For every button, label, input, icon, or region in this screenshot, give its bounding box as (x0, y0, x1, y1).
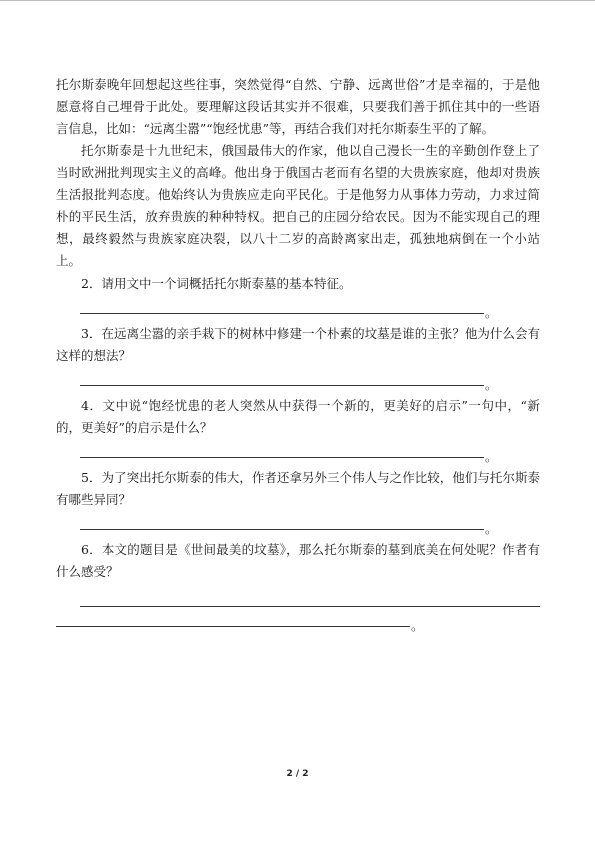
answer-end-mark: 。 (485, 449, 498, 464)
question-2: 2．请用文中一个词概括托尔斯泰墓的基本特征。 (81, 276, 352, 291)
answer-end-mark: 。 (411, 618, 424, 633)
question-6: 6．本文的题目是《世间最美的坟墓》，那么托尔斯泰的墓到底美在何处呢？作者有什么感受？ (56, 542, 540, 579)
question-3: 3．在远离尘嚣的亲手栽下的树林中修建一个朴素的坟墓是谁的主张？他为什么会有这样的想法？ (56, 326, 540, 363)
answer-line-6b[interactable] (56, 613, 540, 633)
passage-paragraph-1: 托尔斯泰晚年回想起这些往事，突然觉得“自然、宁静、远离世俗”才是幸福的，于是他愿意将自己埋骨于此处。要理解这段话其实并不很难，只要我们善于抓住其中的一些语言信息，比如：“远离尘嚣”“饱经忧患”等，再结合我们对托尔斯泰生平的了解。 (56, 77, 540, 136)
answer-line-6a[interactable] (56, 591, 540, 613)
document-body (56, 74, 540, 633)
question-5: 5．为了突出托尔斯泰的伟大，作者还拿另外三个伟人与之作比较，他们与托尔斯泰有哪些异同？ (56, 470, 540, 507)
top-rule (0, 0, 595, 1)
answer-end-mark: 。 (485, 377, 498, 392)
question-4: 4．文中说“饱经忧患的老人突然从中获得一个新的，更美好的启示”一句中，“新的，更美好”的启示是什么？ (56, 398, 540, 435)
page-number: 2 / 2 (286, 769, 309, 779)
answer-line-4[interactable] (56, 442, 540, 464)
answer-line-2[interactable] (56, 298, 540, 320)
answer-line-3[interactable] (56, 370, 540, 392)
answer-end-mark: 。 (485, 521, 498, 536)
answer-end-mark: 。 (485, 305, 498, 320)
answer-line-5[interactable] (56, 514, 540, 536)
passage-paragraph-2: 托尔斯泰是十九世纪末，俄国最伟大的作家，他以自己漫长一生的辛勤创作登上了当时欧洲批判现实主义的高峰。他出身于俄国古老而有名望的大贵族家庭，他却对贵族生活报批判态度。他始终认为贵族应走向平民化。于是他努力从事体力劳动，力求过简朴的平民生活，放弃贵族的种种特权。把自己的庄园分给农民。因为不能实现自己的理想，最终毅然与贵族家庭决裂，以八十二岁的高龄离家出走，孤独地病倒在一个小站上。 (56, 143, 540, 268)
